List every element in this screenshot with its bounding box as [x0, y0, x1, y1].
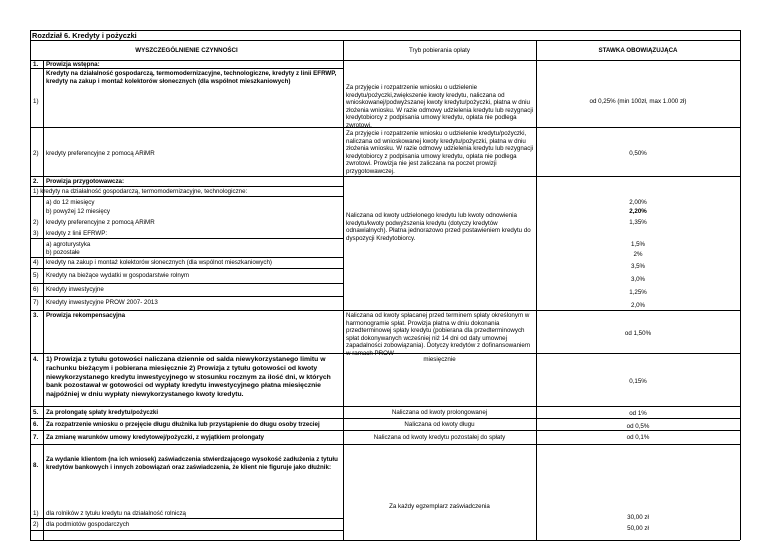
header-top-border	[30, 40, 740, 41]
s2-r1-sep	[30, 196, 343, 197]
s7-mode: Naliczana od kwoty kredytu pozostałej do spłaty	[373, 434, 506, 441]
s1-r1-rate: od 0,25% (min 100zł, max 1.000 zł)	[589, 98, 687, 105]
s2-r1a-rate: 2,00%	[629, 199, 647, 206]
s2-r5-rate: 3,0%	[630, 276, 646, 283]
s2-r7-number: 7)	[33, 299, 39, 306]
s2-r3-label: kredyty z linii EFRWP:	[46, 230, 108, 237]
s7-number: 7.	[33, 434, 39, 441]
s5-mode: Naliczana od kwoty prolongowanej	[391, 409, 488, 416]
s2-r4-label: kredyty na zakup i montaż kolektorów słonecznych (dla wspólnot mieszkaniowych)	[46, 259, 272, 266]
s8-r2-rate: 50,00 zł	[627, 525, 649, 532]
s1-r2-rate: 0,50%	[629, 150, 647, 157]
col-divider-1	[343, 40, 344, 540]
s7-title: Za zmianę warunków umowy kredytowej/pożyczki, z wyjątkiem prolongaty	[46, 434, 264, 441]
s2-mode: Naliczana od kwoty udzielonego kredytu lub kwoty odnowienia kredytu/kwoty podwyższenia kredytu (dotyczy kredytów odnawialnych). Płatna jednorazowo przed postawieniem kredytu do dyspozycji Kredytobiorcy.	[346, 212, 531, 242]
s6-number: 6.	[33, 421, 39, 428]
s3-number: 3.	[33, 312, 39, 319]
s8-r2-number: 2)	[33, 521, 39, 528]
header-col-mode: Tryb pobierania opłaty	[409, 47, 470, 54]
header-col-description: WYSZCZEGÓLNIENIE CZYNNOŚCI	[135, 47, 238, 54]
s3-num-col	[43, 310, 44, 353]
s2-title: Prowizja przygotowawcza:	[46, 178, 125, 185]
s8-r1-number: 1)	[33, 510, 39, 517]
s8-r1-label: dla rolników z tytułu kredytu na działalność rolniczą	[46, 510, 186, 517]
s3-rate: od 1,50%	[624, 330, 652, 337]
s2-r5-number: 5)	[33, 272, 39, 279]
s2-r3-sep	[30, 238, 343, 239]
header-bottom-border	[30, 60, 740, 61]
s2-r1b-rate: 2,20%	[629, 208, 647, 215]
s1-r1-number: 1)	[33, 98, 39, 105]
s5-7-num-col	[43, 406, 44, 444]
s2-r7-rate: 2,0%	[630, 302, 646, 309]
s4-rate: 0,15%	[629, 378, 647, 385]
row-sep-s5-s6	[30, 418, 740, 419]
s6-rate: od 0,5%	[626, 423, 650, 430]
s4-number: 4.	[33, 356, 39, 363]
s1-title: Prowizja wstępna:	[46, 61, 100, 68]
s3-title: Prowizja rekompensacyjna	[46, 312, 126, 319]
s2-r4-rate: 3,5%	[630, 263, 646, 270]
s2-r6-label: Kredyty inwestycyjne	[46, 286, 104, 293]
row-sep-s4-s5	[30, 406, 740, 407]
s2-r5-label: Kredyty na bieżące wydatki w gospodarstwie rolnym	[46, 272, 190, 279]
s6-mode: Naliczana od kwoty długu	[404, 421, 475, 428]
s2-title-sep	[30, 186, 343, 187]
row-sep-s7-s8	[30, 444, 740, 445]
s3-mode: Naliczana od kwoty spłacanej przed terminem spłaty określonym w harmonogramie spłat. Prowizja płatna w dniu dokonania przedterminowej spłaty kredytu (pobierana dla przedterminowych spłat dokonywanych wcześniej niż 14 dni od daty umownej zapadalności zobowiązania). Dotyczy kredytów z dofinansowaniem w ramach PROW	[346, 312, 530, 357]
s2-r6-rate: 1,25%	[629, 289, 647, 296]
s2-r1-label: 1) kredyty na działalność gospodarczą, termomodernizacyjne, technologiczne:	[33, 188, 248, 195]
s5-title: Za prolongatę spłaty kredytu/pożyczki	[46, 409, 159, 416]
s5-rate: od 1%	[629, 410, 647, 417]
s2-r4-sep-b	[30, 268, 343, 269]
s2-number: 2.	[33, 178, 39, 185]
s2-r4-sep-a	[30, 257, 343, 258]
s8-number: 8.	[33, 462, 39, 469]
s2-r6-number: 6)	[33, 286, 39, 293]
s1-r2-label: kredyty preferencyjne z pomocą ARiMR	[46, 150, 155, 157]
s2-r3b-label: b) pozostałe	[46, 249, 80, 256]
s8-r1-rate: 30,00 zł	[627, 514, 649, 521]
s2-r7-label: Kredyty inwestycyjne PROW 2007- 2013	[46, 299, 158, 306]
s2-r4-number: 4)	[33, 259, 39, 266]
s2-r2-label: kredyty preferencyjne z pomocą ARiMR	[46, 219, 155, 226]
s2-r2-rate: 1,35%	[629, 219, 647, 226]
s1-subtitle-line2: kredyty na zakup i montaż kolektorów słonecznych (dla wspólnot mieszkaniowych)	[46, 78, 291, 85]
s1-number: 1.	[33, 61, 39, 68]
s7-rate: od 0,1%	[626, 434, 650, 441]
s2-r2-number: 2)	[33, 219, 39, 226]
s4-mode: miesięcznie	[423, 356, 456, 363]
s1-subtitle-line1: Kredyty na działalność gospodarczą, termomodernizacyjne, technologiczne, kredyty z linii EFRWP,	[46, 70, 337, 77]
s8-title: Za wydanie klientom (na ich wniosek) zaświadczenia stwierdzającego wysokość zadłużenia z tytułu kredytów bankowych i innych zobowiązań oraz zaświadczenia, że klient nie figuruje jako dłużnik:	[46, 456, 338, 471]
s5-number: 5.	[33, 409, 39, 416]
header-col-rate: STAWKA OBOWIĄZUJĄCA	[598, 47, 678, 54]
left-border	[30, 30, 31, 540]
s2-num-col	[43, 176, 44, 310]
s1-num-col	[43, 60, 44, 176]
s2-r5-sep	[30, 283, 343, 284]
s8-r2-label: dla podmiotów gospodarczych	[46, 521, 130, 528]
s1-r2-number: 2)	[33, 150, 39, 157]
s2-r1a-label: a) do 12 miesięcy	[46, 199, 95, 206]
s8-num-col	[43, 444, 44, 540]
s1-r1-mode: Za przyjęcie i rozpatrzenie wniosku o udzielenie kredytu/pożyczki,zwiększenie kwoty kredytu, naliczana od wnioskowanej/podwyższanej kwoty kredytu/pożyczki, płatna w dniu złożenia wniosku. W razie odmowy udzielenia kredytu lub rezygnacji kredytobiorcy z podpisania umowy kredytu, opłata nie podlega zwrotowi.	[346, 84, 534, 129]
page-title: Rozdział 6. Kredyty i pożyczki	[32, 31, 137, 40]
s2-r6-sep	[30, 296, 343, 297]
s4-text: 1) Prowizja z tytułu gotowości naliczana dziennie od salda niewykorzystanego limitu w rachunku bieżącym i pobierana miesięcznie 2) Prowizja z tytułu gotowości od kwoty niewykorzystanego kredytu inwestycyjnego w stosunku rocznym za ilość dni, w których bank pozostawał w gotowości od wypłaty kredytu inwestycyjnego płatna miesięcznie najpóźniej w dniu wypłaty niewykorzystanego kwoty kredytu.	[46, 356, 331, 399]
s2-r3a-label: a) agroturystyka	[46, 241, 91, 248]
s8-r1-sep	[30, 518, 343, 519]
s2-r3b-rate: 2%	[633, 251, 643, 258]
s1-r2-mode: Za przyjęcie i rozpatrzenie wniosku o udzielenie kredytu/pożyczki, naliczana od wnioskowanej kwoty kredytu/pożyczki, płatna w dniu złożenia wniosku. W razie odmowy udzielenia kredytu lub rezygnacji kredytobiorcy z podpisania umowy kredytu, opłata nie podlega zwrotowi. Prowizja nie jest zaliczana na poczet prowizji przygotowawczej.	[346, 130, 534, 175]
s8-r2-sep	[30, 530, 343, 531]
s2-r1b-label: b) powyżej 12 miesięcy	[46, 208, 110, 215]
s2-r3a-rate: 1,5%	[630, 241, 646, 248]
s6-title: Za rozpatrzenie wniosku o przejęcie długu dłużnika lub przystąpienie do długu osoby trzeciej	[46, 421, 320, 428]
right-border	[740, 30, 741, 540]
s4-num-col	[43, 353, 44, 406]
row-sep-s1-s2	[30, 176, 740, 177]
table-bottom-border	[30, 540, 740, 541]
s2-r3-number: 3)	[33, 230, 39, 237]
s8-mode: Za każdy egzemplarz zaświadczenia	[389, 503, 490, 510]
row-sep-s2-s3	[30, 310, 740, 311]
